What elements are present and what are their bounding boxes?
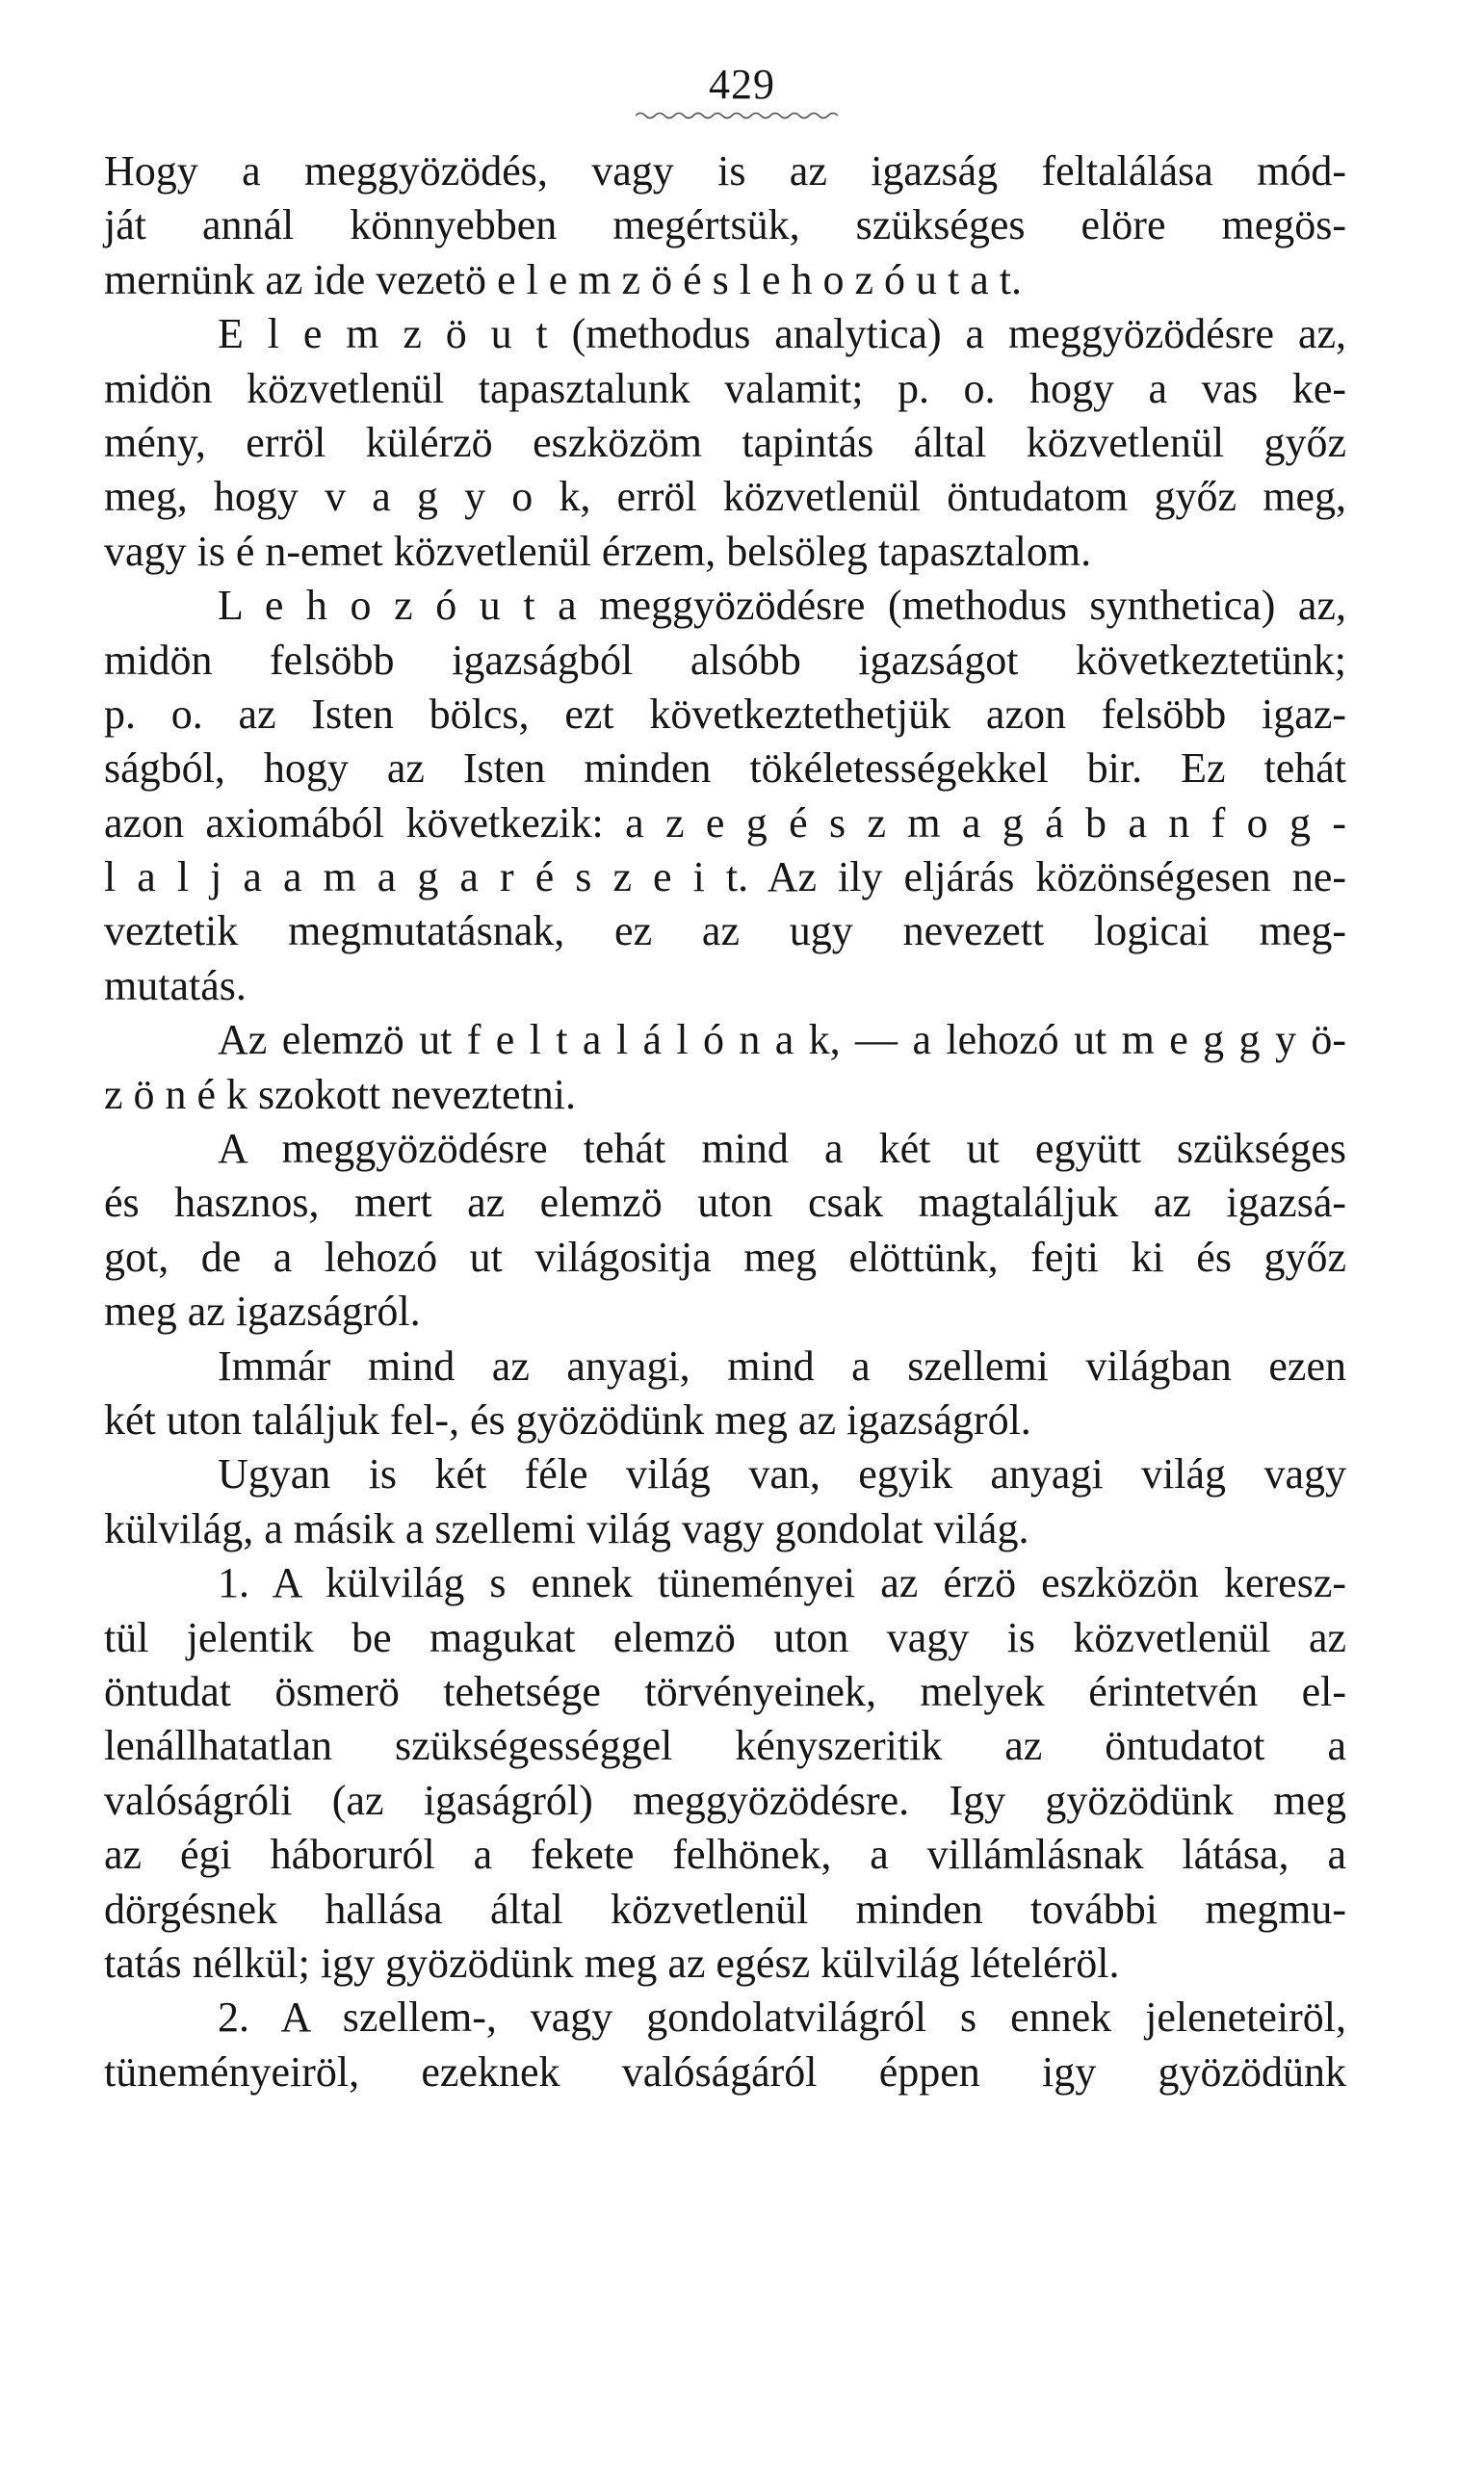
text-line: l a l j a a m a g a r é s z e i t. Az ily eljárás közönségesen ne- [104, 853, 1346, 901]
text-line: valóságróli (az igaságról) meggyözödésre. Igy gyözödünk meg [104, 1776, 1346, 1824]
text-line: az égi háboruról a fekete felhönek, a villámlásnak látása, a [104, 1831, 1346, 1879]
text-line: p. o. az Isten bölcs, ezt következtethetjük azon felsöbb igaz- [104, 690, 1346, 738]
header-ornament-rule [636, 110, 838, 123]
text-line: 2. A szellem-, vagy gondolatvilágról s ennek jeleneteiröl, [218, 1994, 1346, 2042]
text-line: két uton találjuk fel-, és gyözödünk meg az igazságról. [104, 1395, 1031, 1444]
text-line: dörgésnek hallása által közvetlenül minden további megmu- [104, 1885, 1346, 1933]
text-line: meg az igazságról. [104, 1288, 421, 1336]
text-line: ságból, hogy az Isten minden tökéletességekkel bir. Ez tehát [104, 744, 1346, 793]
text-line: azon axiomából következik: a z e g é s z m a g á b a n f o g - [104, 798, 1346, 847]
text-line: z ö n é k szokott neveztetni. [104, 1070, 576, 1118]
body-text [104, 144, 1346, 2099]
text-line: tül jelentik be magukat elemzö uton vagy is közvetlenül az [104, 1613, 1346, 1661]
text-line: meg, hogy v a g y o k, erröl közvetlenül öntudatom győz meg, [104, 473, 1346, 521]
text-line: E l e m z ö u t (methodus analytica) a meggyözödésre az, [218, 310, 1346, 358]
text-line: tüneményeiröl, ezeknek valóságáról éppen igy gyözödünk [104, 2047, 1346, 2096]
text-line: 1. A külvilág s ennek tüneményei az érzö eszközön keresz- [218, 1559, 1346, 1607]
text-line: tatás nélkül; igy gyözödünk meg az egész külvilág lételéröl. [104, 1939, 1120, 1987]
text-line: külvilág, a másik a szellemi világ vagy gondolat világ. [104, 1504, 1029, 1552]
text-line: midön felsöbb igazságból alsóbb igazságot következtetünk; [104, 636, 1346, 684]
text-line: mernünk az ide vezetö e l e m z ö é s l e h o z ó u t a t. [104, 255, 1022, 303]
text-line: mény, erröl külérzö eszközöm tapintás által közvetlenül győz [104, 418, 1346, 466]
text-line: mutatás. [104, 961, 247, 1009]
text-line: Ugyan is két féle világ van, egyik anyagi világ vagy [218, 1450, 1346, 1499]
text-line: got, de a lehozó ut világositja meg elöttünk, fejti ki és győz [104, 1233, 1346, 1281]
text-line: Az elemzö ut f e l t a l á l ó n a k, — a lehozó ut m e g g y ö- [218, 1016, 1346, 1064]
text-line: és hasznos, mert az elemzö uton csak magtaláljuk az igazsá- [104, 1179, 1346, 1227]
text-line: Hogy a meggyözödés, vagy is az igazság feltalálása mód- [104, 147, 1346, 195]
text-line: midön közvetlenül tapasztalunk valamit; p. o. hogy a vas ke- [104, 364, 1346, 412]
text-line: öntudat ösmerö tehetsége törvényeinek, melyek érintetvén el- [104, 1667, 1346, 1715]
text-line: vagy is é n-emet közvetlenül érzem, belsöleg tapasztalom. [104, 527, 1092, 575]
text-line: L e h o z ó u t a meggyözödésre (methodus synthetica) az, [218, 582, 1346, 630]
text-line: veztetik megmutatásnak, ez az ugy nevezett logicai meg- [104, 907, 1346, 955]
text-line: Immár mind az anyagi, mind a szellemi világban ezen [218, 1342, 1346, 1390]
text-line: ját annál könnyebben megértsük, szükséges elöre megös- [104, 201, 1346, 249]
text-line: A meggyözödésre tehát mind a két ut együtt szükséges [218, 1125, 1346, 1173]
page-number: 429 [709, 61, 775, 108]
text-line: lenállhatatlan szükségességgel kényszeritik az öntudatot a [104, 1722, 1346, 1770]
